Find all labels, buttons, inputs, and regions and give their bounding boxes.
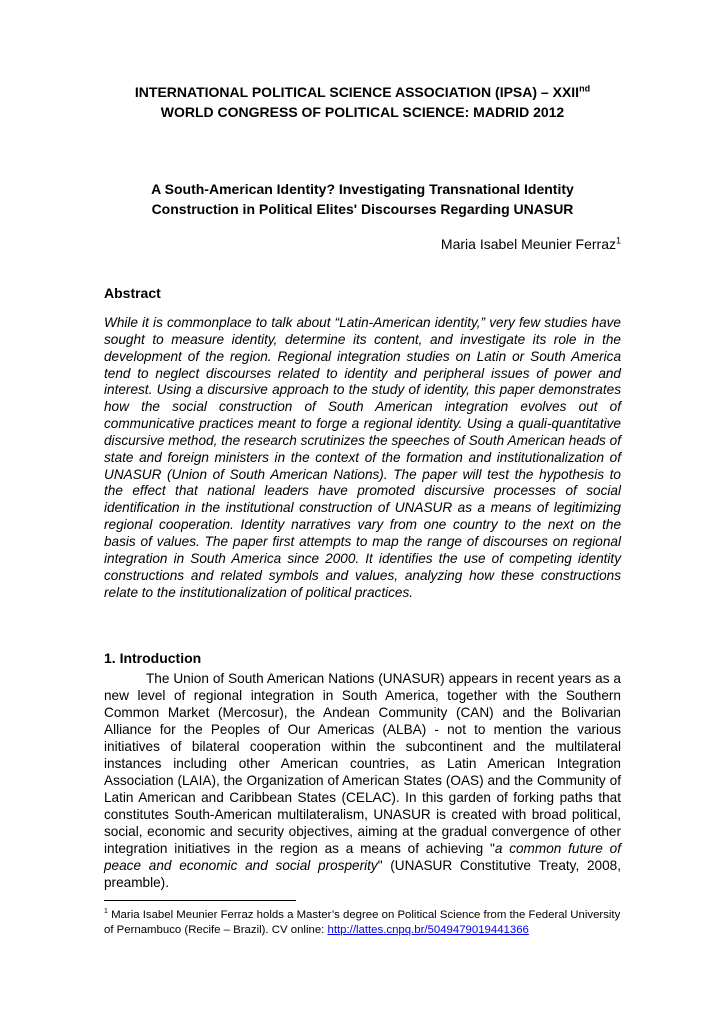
cv-link[interactable]: http://lattes.cnpq.br/5049479019441366 xyxy=(327,924,529,936)
footnote-separator xyxy=(104,900,296,901)
paper-title-line1: A South-American Identity? Investigating Transnational Identity xyxy=(151,181,574,197)
abstract-heading: Abstract xyxy=(104,285,161,301)
introduction-paragraph xyxy=(104,670,621,891)
introduction-citation: " (UNASUR Constitutive Treaty, 2008, preamble). xyxy=(104,858,621,890)
footnote-mark: 1 xyxy=(104,908,108,916)
footnote xyxy=(104,908,621,938)
footnote-reference[interactable]: 1 xyxy=(615,235,621,246)
author-name: Maria Isabel Meunier Ferraz xyxy=(440,236,616,252)
introduction-text: The Union of South American Nations (UNASUR) appears in recent years as a new level of regional integration in South America, together with the Southern Common Market (Mercosur), the Andean Community (CAN) and the Bolivarian Alliance for the Peoples of Our Americas (ALBA) - not to mention the various initiatives of bilateral cooperation within the subcontinent and the multilateral instances including other American countries, as Latin American Integration Association (LAIA), the Organization of American States (OAS) and the Community of Latin American and Caribbean States (CELAC). In this garden of forking paths that constitutes South-American multilateralism, UNASUR is created with broad political, social, economic and security objectives, aiming at the gradual convergence of other integration initiatives in the region as a means of achieving " xyxy=(104,671,621,856)
paper-title xyxy=(104,179,621,219)
treaty-quote: a common future of peace and economic and social prosperity xyxy=(104,841,621,873)
ordinal-suffix: nd xyxy=(579,83,591,94)
footnote-text: Maria Isabel Meunier Ferraz holds a Master’s degree on Political Science from the Federal University of Pernambuco (Recife – Brazil). CV online: xyxy=(104,909,621,936)
conference-title-line1: INTERNATIONAL POLITICAL SCIENCE ASSOCIATION (IPSA) – XXII xyxy=(134,84,580,100)
conference-title xyxy=(104,82,621,122)
author-line xyxy=(441,235,621,253)
introduction-heading: 1. Introduction xyxy=(104,650,202,666)
conference-title-line2: WORLD CONGRESS OF POLITICAL SCIENCE: MADRID 2012 xyxy=(160,104,565,120)
paper-title-line2: Construction in Political Elites' Discourses Regarding UNASUR xyxy=(151,201,574,217)
abstract-text: While it is commonplace to talk about “Latin-American identity,” very few studies have sought to measure identity, determine its content, and investigate its role in the development of the region. Regional integration studies on Latin or South America tend to neglect discourses related to identity and peripheral issues of power and interest. Using a discursive approach to the study of identity, this paper demonstrates how the social construction of South American integration evolves out of communicative practices meant to forge a regional identity. Using a quali-quantitative discursive method, the research scrutinizes the speeches of South American heads of state and foreign ministers in the context of the formation and institutionalization of UNASUR (Union of South American Nations). The paper will test the hypothesis to the effect that national leaders have promoted discursive processes of social identification in the institutional construction of UNASUR as a means of legitimizing regional cooperation. Identity narratives vary from one country to the next on the basis of values. The paper first attempts to map the range of discourses on regional integration in South America since 2000. It identifies the use of competing identity constructions and related symbols and values, analyzing how these constructions relate to the institutionalization of political practices. xyxy=(104,315,621,600)
